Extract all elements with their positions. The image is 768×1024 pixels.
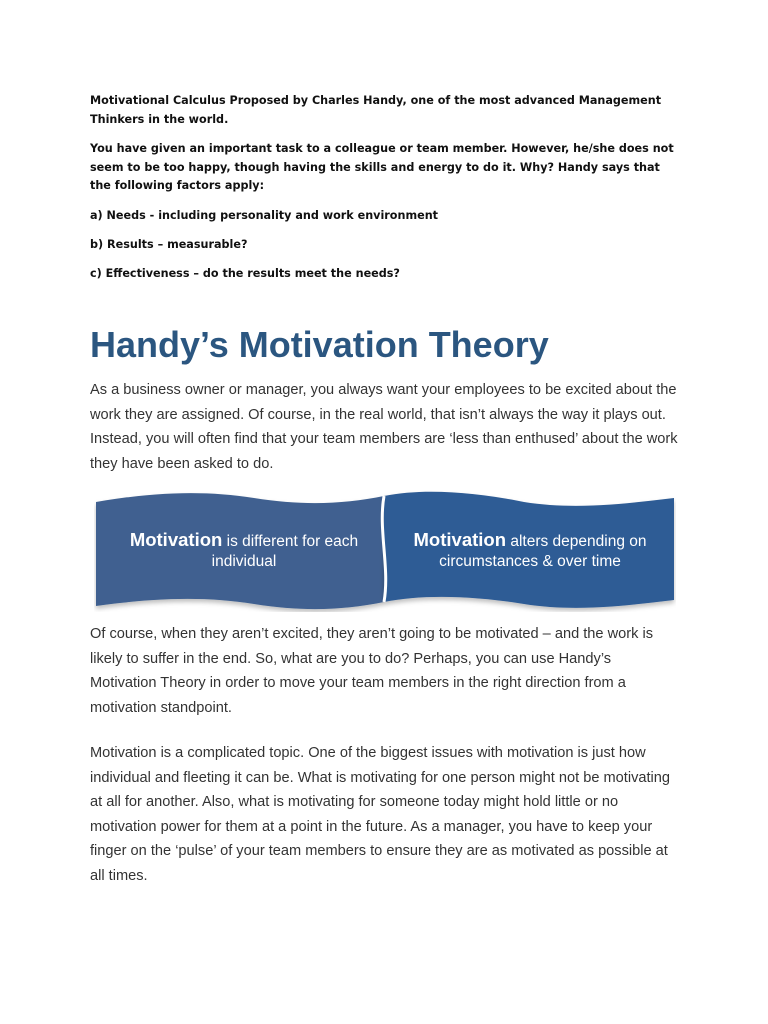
intro-line-task: You have given an important task to a colleague or team member. However, he/she does not seem to be too happy, though having the skills and energy to do it. Why? Handy says that the following factors apply: bbox=[90, 142, 674, 192]
banner-right-keyword: Motivation bbox=[413, 529, 507, 550]
article-title: Handy’s Motivation Theory bbox=[90, 324, 549, 365]
banner-left-statement: is different for each individual bbox=[211, 533, 359, 570]
factor-results: b) Results – measurable? bbox=[90, 238, 248, 251]
banner-right-text bbox=[388, 530, 672, 572]
factor-effectiveness: c) Effectiveness – do the results meet the needs? bbox=[90, 267, 400, 280]
banner-left-keyword: Motivation bbox=[129, 529, 223, 550]
article-paragraph-1: As a business owner or manager, you always want your employees to be excited about the work they are assigned. Of course, in the real world, that isn’t always the way it plays out. Instead, you will often find that your team members are ‘less than enthused’ about the work they have been asked to do. bbox=[90, 382, 678, 472]
banner-right-statement: alters depending on circumstances & over time bbox=[439, 533, 647, 570]
article-paragraph-3: Motivation is a complicated topic. One of the biggest issues with motivation is just how individual and fleeting it can be. What is motivating for one person might not be motivating at all for another. Also, what is motivating for someone today might hold little or no motivation power for them at a point in the future. As a manager, you have to keep your finger on the ‘pulse’ of your team members to ensure they are as motivated as possible at all times. bbox=[90, 745, 671, 884]
factor-needs: a) Needs - including personality and work environment bbox=[90, 209, 439, 222]
motivation-banner bbox=[94, 490, 676, 612]
banner-left-text bbox=[104, 530, 384, 572]
article-paragraph-2: Of course, when they aren’t excited, they aren’t going to be motivated – and the work is likely to suffer in the end. So, what are you to do? Perhaps, you can use Handy’s Motivation Theory in order to move your team members in the right direction from a motivation standpoint. bbox=[90, 626, 653, 716]
intro-line-calculus: Motivational Calculus Proposed by Charles Handy, one of the most advanced Management Thinkers in the world. bbox=[90, 94, 662, 126]
